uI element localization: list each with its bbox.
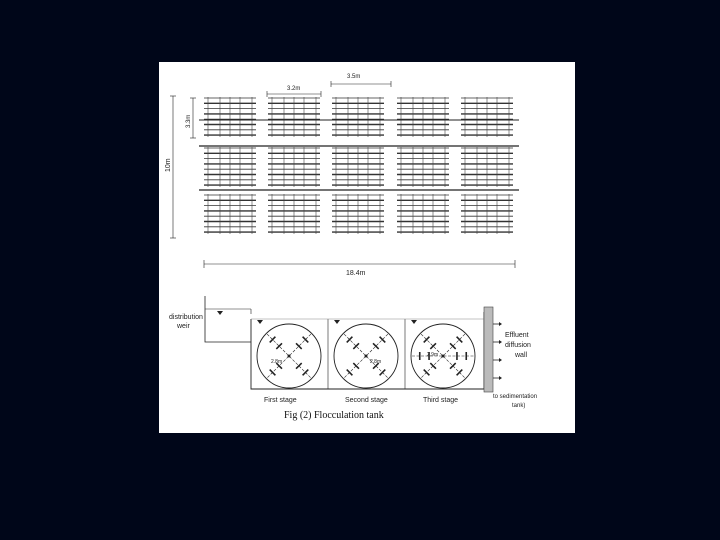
stage-3-diameter: 2.9m — [427, 352, 439, 358]
water-level-icon — [334, 320, 340, 324]
wheel-hub — [442, 355, 445, 358]
section-view — [169, 296, 537, 421]
paddle-grid — [204, 97, 513, 234]
arrow-icon — [499, 358, 502, 362]
paddle-assembly — [397, 147, 449, 187]
arrow-icon — [499, 376, 502, 380]
paddle-wheel — [334, 324, 398, 388]
effluent-diffusion-wall — [484, 307, 493, 392]
paddle-assembly — [397, 97, 449, 137]
dim-paddle-spacing: 3.5m — [347, 74, 361, 80]
effluent-label-1: Effluent — [505, 332, 529, 339]
arrow-icon — [499, 322, 502, 326]
paddle-wheel — [257, 324, 321, 388]
paddle-assembly — [461, 147, 513, 187]
paddle-assembly — [268, 97, 320, 137]
paddle-assembly — [397, 194, 449, 234]
paddle-wheel — [411, 324, 475, 388]
sedimentation-label-2: tank) — [512, 403, 526, 409]
arrow-icon — [499, 340, 502, 344]
paddle-assembly — [268, 194, 320, 234]
water-level-icons — [257, 320, 417, 324]
paddle-assembly — [461, 97, 513, 137]
paddle-assembly — [204, 194, 256, 234]
water-level-icon — [257, 320, 263, 324]
paddle-assembly — [332, 97, 384, 137]
dim-length: 18.4m — [346, 270, 366, 277]
stage-2-diameter: 2.8m — [370, 359, 382, 365]
paddle-assembly — [204, 147, 256, 187]
stage-wheels — [257, 324, 475, 388]
tank-outline — [251, 312, 484, 389]
weir-channel — [205, 296, 251, 342]
paddle-assembly — [268, 147, 320, 187]
stage-label-1: First stage — [264, 397, 297, 404]
dim-width: 10m — [165, 158, 172, 172]
paddle-assembly — [461, 194, 513, 234]
distribution-weir-label-2: weir — [177, 323, 190, 330]
dim-paddle-height: 3.3m — [186, 114, 192, 128]
figure-caption: Fig (2) Flocculation tank — [284, 410, 384, 421]
paddle-assembly — [332, 147, 384, 187]
sedimentation-label-1: to sedimentation — [493, 394, 538, 400]
plan-view — [165, 74, 519, 277]
stage-1-diameter: 2.8m — [271, 359, 283, 365]
water-level-icon — [411, 320, 417, 324]
wheel-hub — [365, 355, 368, 358]
stage-label-2: Second stage — [345, 397, 388, 404]
stage-label-3: Third stage — [423, 397, 459, 404]
flocculation-tank-figure — [159, 62, 575, 433]
figure-drawing — [159, 62, 575, 433]
distribution-weir-label-1: distribution — [169, 314, 203, 321]
wheel-hub — [288, 355, 291, 358]
effluent-label-2: diffusion — [505, 342, 531, 349]
dim-paddle-length: 3.2m — [287, 86, 301, 92]
water-level-icon — [217, 311, 223, 315]
paddle-assembly — [204, 97, 256, 137]
paddle-assembly — [332, 194, 384, 234]
wall-ports — [493, 322, 502, 380]
effluent-label-3: wall — [515, 352, 528, 359]
